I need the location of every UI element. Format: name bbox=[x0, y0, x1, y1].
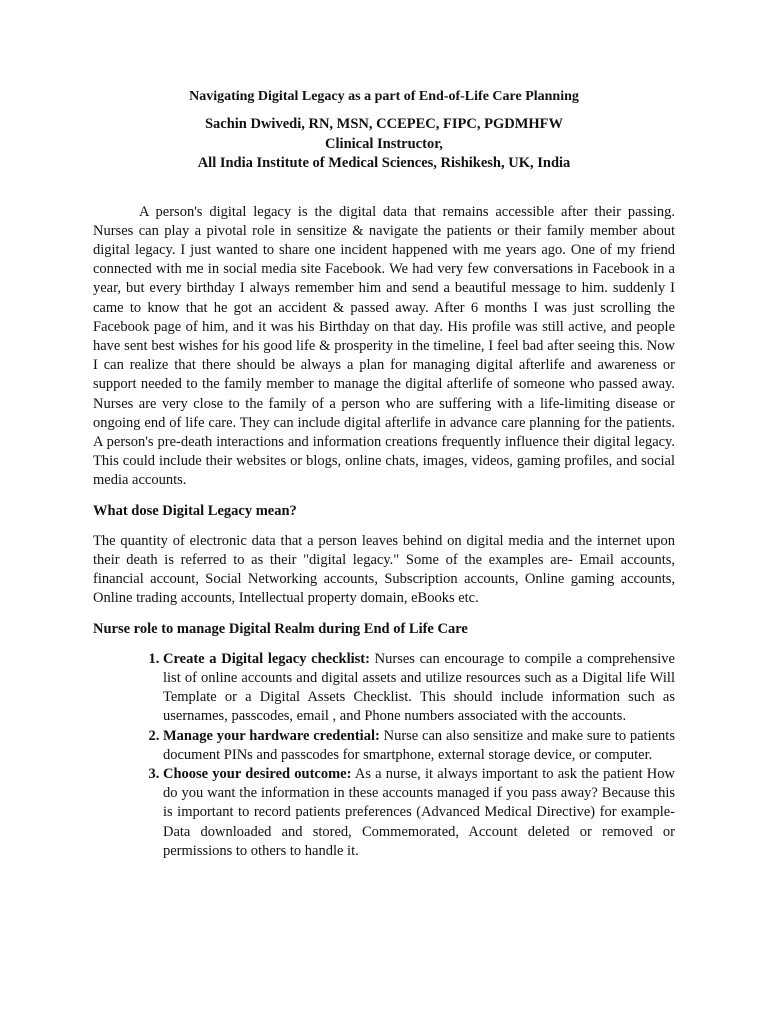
list-item-lead: Create a Digital legacy checklist: bbox=[163, 650, 370, 667]
list-item-text: Nurses can encourage to compile a comprehensive list of online accounts and digital assets and utilize resources such as a Digital life Will Template or a Digital Assets Checklist. This should include information such as usernames, passcodes, email , and Phone numbers associated with the accounts. bbox=[163, 650, 675, 725]
author-institution: All India Institute of Medical Sciences, Rishikesh, UK, India bbox=[197, 155, 571, 171]
author-block bbox=[93, 115, 675, 174]
list-item-lead: Choose your desired outcome: bbox=[163, 765, 352, 782]
document-title: Navigating Digital Legacy as a part of End-of-Life Care Planning bbox=[189, 89, 579, 104]
intro-paragraph: A person's digital legacy is the digital data that remains accessible after their passing. Nurses can play a pivotal role in sensitize & navigate the patients or their family member about digital legacy. I just wanted to share one incident happened with me years ago. One of my friend connected with me in social media site Facebook. We had very few conversations in Facebook in a year, but every birthday I always remember him and send a beautiful message to him. suddenly I came to know that he got an accident & passed away. After 6 months I was just scrolling the Facebook page of him, and it was his Birthday on that day. His profile was still active, and people have sent best wishes for his good life & prosperity in the timeline, I feel bad after seeing this. Now I can realize that there should be always a plan for managing digital afterlife and awareness or support needed to the family member to manage the digital afterlife of someone who passed away. Nurses are very close to the family of a person who are suffering with a life-limiting disease or ongoing end of life care. They can include digital afterlife in advance care planning for the patients. A person's pre-death interactions and information creations frequently influence their digital legacy. This could include their websites or blogs, online chats, images, videos, gaming profiles, and social media accounts. bbox=[93, 203, 675, 489]
list-item-text: As a nurse, it always important to ask the patient How do you want the information in these accounts managed if you pass away? Because this is important to record patients preferences (Advanced Medical Directive) for example- Data downloaded and stored, Commemorated, Account deleted or removed or permissions to others to handle it. bbox=[163, 765, 675, 859]
author-name: Sachin Dwivedi, RN, MSN, CCEPEC, FIPC, PGDMHFW bbox=[204, 116, 564, 132]
author-position: Clinical Instructor, bbox=[325, 135, 443, 152]
section-heading-nurse-role: Nurse role to manage Digital Realm during End of Life Care bbox=[93, 620, 468, 637]
list-item bbox=[163, 727, 675, 765]
section-heading-digital-legacy: What dose Digital Legacy mean? bbox=[93, 502, 297, 519]
list-item-text: Nurse can also sensitize and make sure to patients document PINs and passcodes for smartphone, external storage device, or computer. bbox=[163, 727, 675, 763]
list-item-lead: Manage your hardware credential: bbox=[163, 727, 380, 744]
list-item bbox=[163, 765, 675, 861]
nurse-role-list bbox=[93, 650, 675, 861]
list-item bbox=[163, 650, 675, 727]
document-page bbox=[93, 87, 675, 861]
digital-legacy-paragraph: The quantity of electronic data that a person leaves behind on digital media and the internet upon their death is referred to as their "digital legacy." Some of the examples are- Email accounts, financial account, Social Networking accounts, Subscription accounts, Online gaming accounts, Online trading accounts, Intellectual property domain, eBooks etc. bbox=[93, 532, 675, 607]
